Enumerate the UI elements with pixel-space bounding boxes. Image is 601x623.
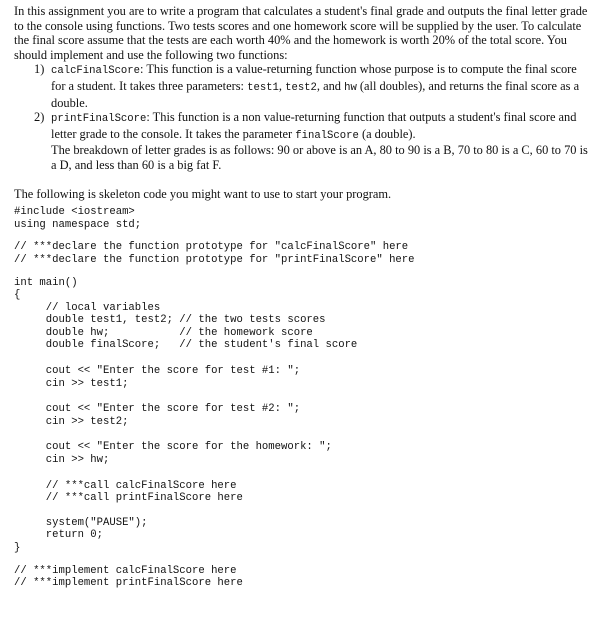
function-item-print	[14, 110, 591, 172]
code-calls: // ***call calcFinalScore here // ***call printFinalScore here	[45, 479, 243, 505]
code-prototypes: // ***declare the function prototype for "calcFinalScore" here // ***declare the function prototype for "printFinalScore" here	[14, 241, 415, 266]
param-test1: test1	[247, 81, 279, 94]
separator: ,	[278, 78, 286, 93]
param-hw: hw	[344, 81, 357, 94]
function-desc-b: (all doubles), and returns the final score as a double.	[51, 78, 580, 110]
function-name-print: printFinalScore	[51, 113, 147, 126]
function-name-calc: calcFinalScore	[51, 65, 141, 78]
code-header: #include <iostream> using namespace std;	[14, 206, 142, 231]
list-number: 2)	[34, 110, 45, 125]
function-item-calc	[14, 62, 591, 110]
function-list	[14, 62, 591, 172]
intro-paragraph: In this assignment you are to write a program that calculates a student's final grade and outputs the final letter grade to the console using functions. Two tests scores and one homework score will be supplied by the user. To calculate the final score assume that the tests are each worth 40% and the homework is worth 20% of the total score. You should implement and use the following two functions:	[14, 4, 588, 62]
grade-breakdown: The breakdown of letter grades is as follows: 90 or above is an A, 80 to 90 is a B, 70 to 80 is a C, 60 to 70 is a D, and less than 60 is a big fat F.	[51, 143, 588, 172]
code-input-test2: cout << "Enter the score for test #2: "; cin >> test2;	[45, 403, 301, 428]
code-main-open: int main() { // local variables double test1, test2; // the two tests scores double hw; // the homework score double finalScore; // the student's final score	[14, 276, 358, 352]
separator: , and	[316, 78, 345, 93]
function-desc-b: (a double).	[358, 126, 416, 141]
code-input-hw: cout << "Enter the score for the homework: "; cin >> hw;	[45, 441, 332, 467]
param-test2: test2	[285, 81, 317, 94]
code-input-test1: cout << "Enter the score for test #1: "; cin >> test1;	[45, 365, 301, 390]
function-desc-a: : This function is a non value-returning function that outputs a student's final score and letter grade to the console. It takes the parameter	[51, 110, 577, 141]
skeleton-intro: The following is skeleton code you might want to use to start your program.	[14, 186, 392, 201]
param-finalscore: finalScore	[295, 129, 359, 142]
code-main-close: system("PAUSE"); return 0; }	[14, 516, 148, 554]
list-number: 1)	[34, 62, 45, 77]
code-footer: // ***implement calcFinalScore here // ***implement printFinalScore here	[14, 564, 243, 590]
function-desc-a: : This function is a value-returning function whose purpose is to compute the final score for a student. It takes three parameters:	[51, 62, 577, 93]
code-block	[14, 206, 591, 590]
